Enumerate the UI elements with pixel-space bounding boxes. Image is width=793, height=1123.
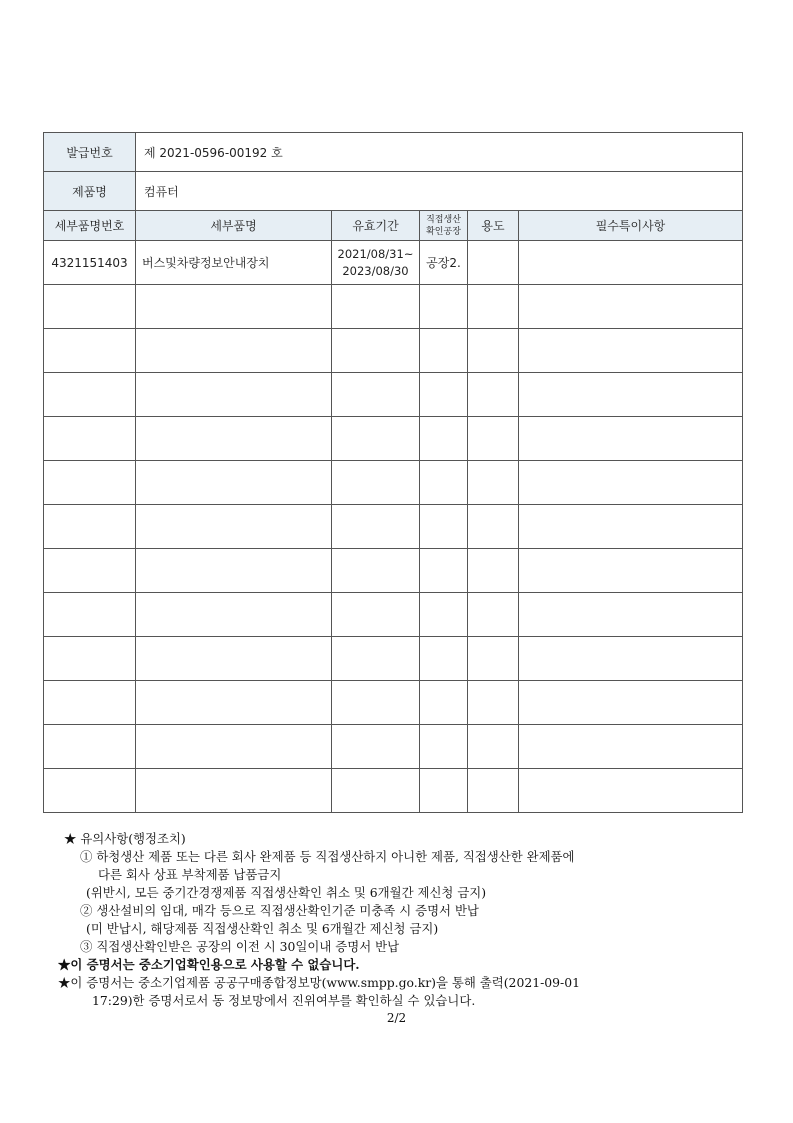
empty-cell bbox=[519, 373, 743, 417]
empty-cell bbox=[420, 637, 468, 681]
empty-cell bbox=[136, 637, 332, 681]
empty-cell bbox=[420, 725, 468, 769]
empty-cell bbox=[332, 373, 420, 417]
empty-cell bbox=[468, 373, 519, 417]
notice-item-1-line-1: ① 하청생산 제품 또는 다른 회사 완제품 등 직접생산하지 아니한 제품, 직접생산한 완제품에 bbox=[80, 849, 575, 864]
empty-rows bbox=[44, 285, 743, 813]
empty-table-row bbox=[44, 373, 743, 417]
empty-table-row bbox=[44, 549, 743, 593]
empty-cell bbox=[519, 417, 743, 461]
notice-item-1-line-3: (위반시, 모든 중기간경쟁제품 직접생산확인 취소 및 6개월간 제신청 금지) bbox=[86, 885, 487, 900]
cell-notes bbox=[519, 241, 743, 285]
empty-cell bbox=[44, 285, 136, 329]
empty-table-row bbox=[44, 637, 743, 681]
empty-cell bbox=[136, 725, 332, 769]
empty-cell bbox=[332, 681, 420, 725]
empty-cell bbox=[420, 417, 468, 461]
issue-number-row bbox=[44, 133, 743, 172]
col-header-name: 세부품명 bbox=[136, 211, 332, 241]
empty-cell bbox=[332, 769, 420, 813]
empty-cell bbox=[420, 505, 468, 549]
empty-cell bbox=[136, 417, 332, 461]
empty-cell bbox=[44, 593, 136, 637]
cell-period bbox=[332, 241, 420, 285]
empty-cell bbox=[420, 769, 468, 813]
empty-table-row bbox=[44, 681, 743, 725]
empty-cell bbox=[136, 461, 332, 505]
empty-cell bbox=[519, 725, 743, 769]
col-header-factory-line2: 확인공장 bbox=[426, 226, 461, 237]
notice-star-3-line-1: ★이 증명서는 중소기업제품 공공구매종합정보망(www.smpp.go.kr)을 통해 출력(2021-09-01 bbox=[58, 975, 580, 990]
empty-cell bbox=[420, 329, 468, 373]
empty-cell bbox=[136, 373, 332, 417]
cell-code: 4321151403 bbox=[44, 241, 136, 285]
empty-cell bbox=[420, 461, 468, 505]
empty-cell bbox=[136, 769, 332, 813]
empty-cell bbox=[468, 637, 519, 681]
empty-cell bbox=[468, 505, 519, 549]
empty-cell bbox=[420, 285, 468, 329]
empty-cell bbox=[519, 681, 743, 725]
empty-cell bbox=[332, 505, 420, 549]
empty-cell bbox=[44, 637, 136, 681]
table-header-row bbox=[44, 211, 743, 241]
empty-cell bbox=[44, 505, 136, 549]
empty-cell bbox=[519, 549, 743, 593]
empty-cell bbox=[468, 769, 519, 813]
issue-number-label: 발급번호 bbox=[44, 133, 136, 172]
empty-table-row bbox=[44, 417, 743, 461]
col-header-period: 유효기간 bbox=[332, 211, 420, 241]
empty-cell bbox=[44, 373, 136, 417]
col-header-factory-line1: 직접생산 bbox=[426, 214, 461, 225]
empty-cell bbox=[136, 285, 332, 329]
issue-number-value: 제 2021-0596-00192 호 bbox=[136, 133, 743, 172]
empty-cell bbox=[332, 329, 420, 373]
empty-cell bbox=[44, 725, 136, 769]
empty-cell bbox=[420, 549, 468, 593]
empty-cell bbox=[136, 681, 332, 725]
empty-cell bbox=[332, 461, 420, 505]
empty-cell bbox=[468, 681, 519, 725]
empty-cell bbox=[519, 329, 743, 373]
empty-cell bbox=[468, 549, 519, 593]
empty-cell bbox=[468, 329, 519, 373]
col-header-use: 용도 bbox=[468, 211, 519, 241]
certificate-table bbox=[43, 132, 743, 813]
empty-cell bbox=[519, 461, 743, 505]
cell-use bbox=[468, 241, 519, 285]
empty-cell bbox=[44, 417, 136, 461]
notice-title: ★ 유의사항(행정조치) bbox=[64, 831, 186, 846]
notice-item-1-line-2: 다른 회사 상표 부착제품 납품금지 bbox=[98, 867, 282, 882]
col-header-notes: 필수특이사항 bbox=[519, 211, 743, 241]
empty-cell bbox=[519, 769, 743, 813]
empty-cell bbox=[44, 329, 136, 373]
period-start: 2021/08/31~ bbox=[337, 246, 414, 261]
empty-cell bbox=[136, 593, 332, 637]
empty-cell bbox=[519, 285, 743, 329]
empty-cell bbox=[468, 461, 519, 505]
empty-cell bbox=[332, 417, 420, 461]
empty-table-row bbox=[44, 285, 743, 329]
empty-cell bbox=[519, 637, 743, 681]
empty-table-row bbox=[44, 769, 743, 813]
empty-table-row bbox=[44, 593, 743, 637]
empty-cell bbox=[44, 549, 136, 593]
empty-cell bbox=[44, 769, 136, 813]
page-number: 2/2 bbox=[386, 1011, 407, 1025]
notice-item-2-line-2: (미 반납시, 해당제품 직접생산확인 취소 및 6개월간 제신청 금지) bbox=[86, 921, 439, 936]
notice-item-2-line-1: ② 생산설비의 임대, 매각 등으로 직접생산확인기준 미충족 시 증명서 반납 bbox=[80, 903, 479, 918]
col-header-factory bbox=[420, 211, 468, 241]
product-name-label: 제품명 bbox=[44, 172, 136, 211]
notice-star-3-line-2: 17:29)한 증명서로서 동 정보망에서 진위여부를 확인하실 수 있습니다. bbox=[92, 993, 476, 1008]
period-end: 2023/08/30 bbox=[342, 263, 409, 278]
empty-cell bbox=[468, 417, 519, 461]
notice-star-2: ★이 증명서는 중소기업확인용으로 사용할 수 없습니다. bbox=[58, 957, 360, 972]
empty-cell bbox=[420, 373, 468, 417]
cell-name: 버스및차량정보안내장치 bbox=[136, 241, 332, 285]
empty-table-row bbox=[44, 725, 743, 769]
product-name-row bbox=[44, 172, 743, 211]
empty-cell bbox=[332, 593, 420, 637]
empty-cell bbox=[44, 461, 136, 505]
empty-cell bbox=[519, 505, 743, 549]
empty-cell bbox=[332, 549, 420, 593]
empty-cell bbox=[420, 593, 468, 637]
empty-cell bbox=[332, 637, 420, 681]
empty-cell bbox=[519, 593, 743, 637]
empty-cell bbox=[136, 505, 332, 549]
empty-cell bbox=[420, 681, 468, 725]
empty-table-row bbox=[44, 505, 743, 549]
empty-cell bbox=[468, 285, 519, 329]
table-row bbox=[44, 241, 743, 285]
empty-cell bbox=[332, 725, 420, 769]
empty-cell bbox=[136, 549, 332, 593]
empty-cell bbox=[332, 285, 420, 329]
product-name-value: 컴퓨터 bbox=[136, 172, 743, 211]
empty-table-row bbox=[44, 461, 743, 505]
notice-section bbox=[58, 830, 744, 1010]
empty-cell bbox=[44, 681, 136, 725]
empty-cell bbox=[468, 725, 519, 769]
col-header-code: 세부품명번호 bbox=[44, 211, 136, 241]
empty-cell bbox=[468, 593, 519, 637]
empty-table-row bbox=[44, 329, 743, 373]
empty-cell bbox=[136, 329, 332, 373]
cell-factory: 공장2. bbox=[420, 241, 468, 285]
notice-item-3: ③ 직접생산확인받은 공장의 이전 시 30일이내 증명서 반납 bbox=[80, 939, 400, 954]
